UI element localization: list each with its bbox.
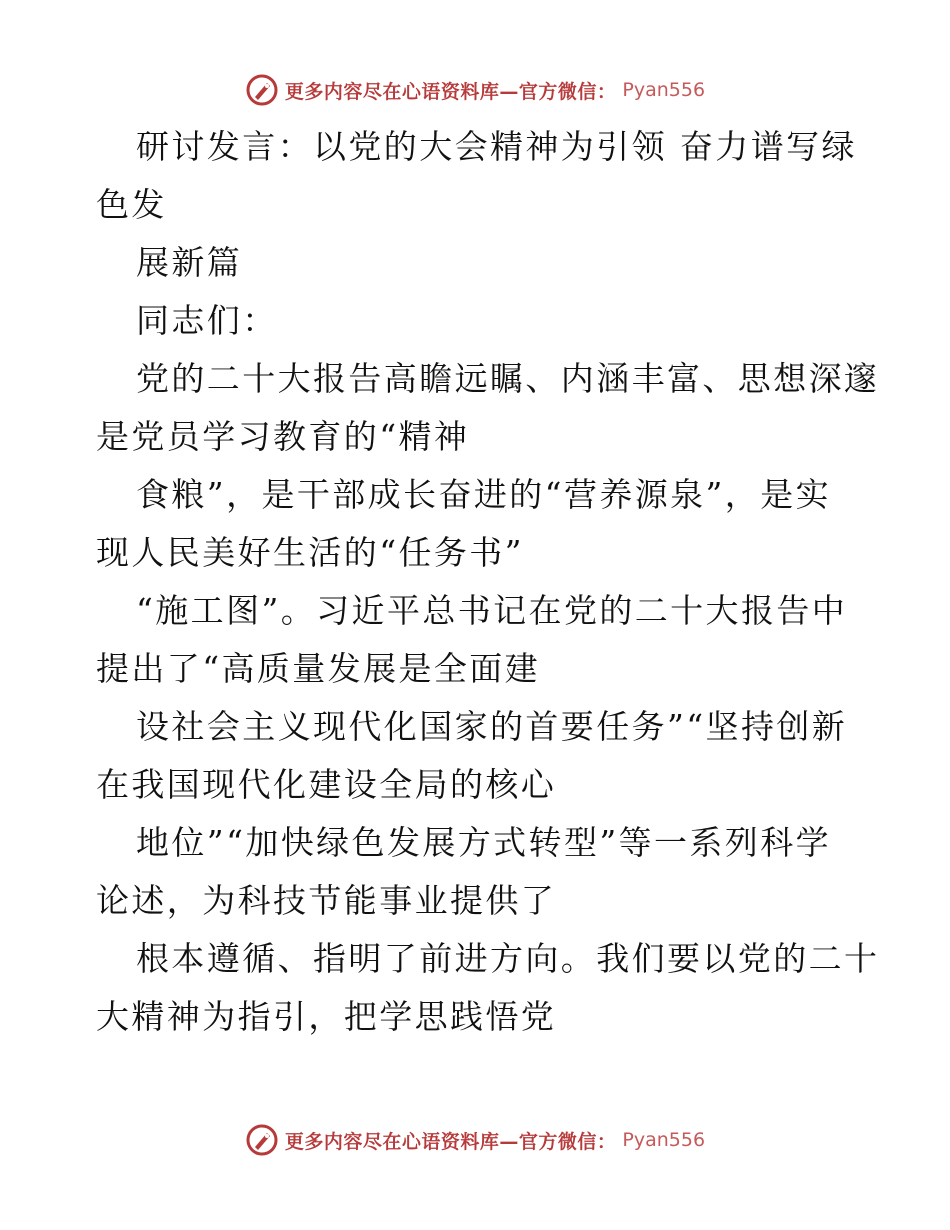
text-line: 食粮”，是干部成长奋进的“营养源泉”，是实 <box>136 475 832 514</box>
text-line: 提出了“高质量发展是全面建 <box>96 649 541 688</box>
text-line: 根本遵循、指明了前进方向。我们要以党的二十 <box>136 939 880 978</box>
text-line: 论述，为科技节能事业提供了 <box>96 881 557 920</box>
text-line: “施工图”。习近平总书记在党的二十大报告中 <box>136 591 848 630</box>
pen-nib-logo-icon <box>245 73 279 107</box>
banner-text: 更多内容尽在心语资料库—官方微信： <box>284 80 617 103</box>
text-line: 地位”“加快绿色发展方式转型”等一系列科学 <box>136 823 832 862</box>
text-line: 是党员学习教育的“精神 <box>96 417 470 456</box>
text-line: 现人民美好生活的“任务书” <box>96 533 524 572</box>
text-line: 设社会主义现代化国家的首要任务”“坚持创新 <box>136 707 848 746</box>
banner-wechat-id: Pyan556 <box>622 79 706 101</box>
banner-wechat-id: Pyan556 <box>622 1129 706 1151</box>
pen-nib-logo-icon <box>245 1123 279 1157</box>
text-line: 同志们： <box>136 301 278 340</box>
text-line: 党的二十大报告高瞻远瞩、内涵丰富、思想深邃 <box>136 359 880 398</box>
footer-watermark-banner <box>0 1120 950 1160</box>
text-line: 展新篇 <box>136 243 243 282</box>
text-line: 在我国现代化建设全局的核心 <box>96 765 557 804</box>
banner-text: 更多内容尽在心语资料库—官方微信： <box>284 1130 617 1153</box>
header-watermark-banner <box>0 70 950 110</box>
text-line: 研讨发言：以党的大会精神为引领 奋力谱写绿 <box>136 127 857 166</box>
text-line: 大精神为指引，把学思践悟党 <box>96 997 557 1036</box>
text-line: 色发 <box>96 185 167 224</box>
